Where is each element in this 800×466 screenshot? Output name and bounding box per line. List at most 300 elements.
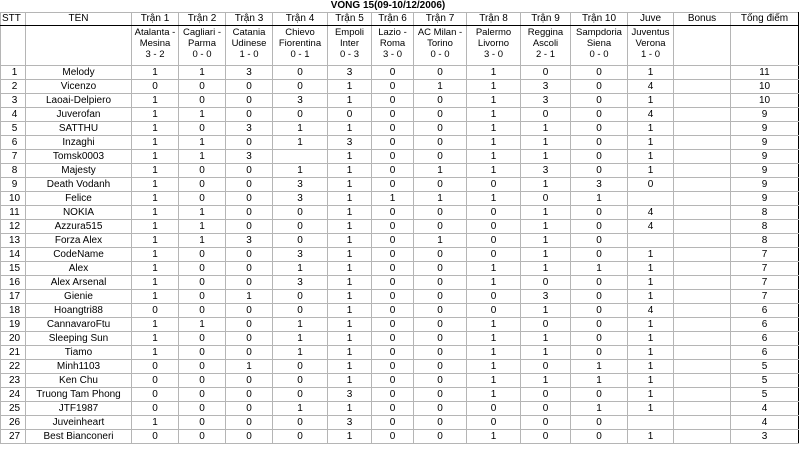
bonus-cell[interactable] bbox=[674, 332, 731, 346]
total-cell[interactable]: 10 bbox=[731, 80, 799, 94]
points-cell[interactable]: 0 bbox=[372, 360, 414, 374]
points-cell[interactable]: 0 bbox=[179, 374, 226, 388]
points-cell[interactable]: 1 bbox=[328, 430, 372, 444]
points-cell[interactable]: 0 bbox=[521, 276, 571, 290]
total-cell[interactable]: 6 bbox=[731, 318, 799, 332]
points-cell[interactable]: 0 bbox=[179, 276, 226, 290]
points-cell[interactable]: 0 bbox=[372, 332, 414, 346]
points-cell[interactable]: 1 bbox=[628, 66, 674, 80]
bonus-cell[interactable] bbox=[674, 234, 731, 248]
total-cell[interactable]: 9 bbox=[731, 108, 799, 122]
points-cell[interactable]: 0 bbox=[226, 220, 273, 234]
points-cell[interactable]: 0 bbox=[467, 304, 521, 318]
points-cell[interactable]: 0 bbox=[467, 234, 521, 248]
bonus-cell[interactable] bbox=[674, 94, 731, 108]
points-cell[interactable]: 1 bbox=[328, 276, 372, 290]
stt-cell[interactable]: 13 bbox=[1, 234, 26, 248]
stt-cell[interactable]: 8 bbox=[1, 164, 26, 178]
total-cell[interactable]: 11 bbox=[731, 66, 799, 80]
points-cell[interactable]: 1 bbox=[521, 136, 571, 150]
total-cell[interactable]: 8 bbox=[731, 220, 799, 234]
points-cell[interactable]: 3 bbox=[273, 178, 328, 192]
points-cell[interactable]: 0 bbox=[521, 66, 571, 80]
points-cell[interactable]: 1 bbox=[132, 276, 179, 290]
stt-cell[interactable]: 25 bbox=[1, 402, 26, 416]
points-cell[interactable]: 0 bbox=[226, 304, 273, 318]
points-cell[interactable]: 0 bbox=[179, 262, 226, 276]
stt-cell[interactable]: 17 bbox=[1, 290, 26, 304]
points-cell[interactable]: 0 bbox=[571, 248, 628, 262]
points-cell[interactable]: 0 bbox=[571, 346, 628, 360]
points-cell[interactable]: 1 bbox=[132, 332, 179, 346]
bonus-cell[interactable] bbox=[674, 206, 731, 220]
points-cell[interactable]: 1 bbox=[226, 290, 273, 304]
points-cell[interactable]: 0 bbox=[372, 122, 414, 136]
stt-cell[interactable]: 7 bbox=[1, 150, 26, 164]
bonus-cell[interactable] bbox=[674, 136, 731, 150]
points-cell[interactable]: 1 bbox=[132, 416, 179, 430]
points-cell[interactable]: 1 bbox=[328, 290, 372, 304]
points-cell[interactable]: 0 bbox=[372, 164, 414, 178]
points-cell[interactable]: 0 bbox=[273, 416, 328, 430]
points-cell[interactable]: 0 bbox=[179, 192, 226, 206]
points-cell[interactable]: 0 bbox=[179, 94, 226, 108]
points-cell[interactable]: 3 bbox=[328, 416, 372, 430]
points-cell[interactable]: 0 bbox=[372, 290, 414, 304]
points-cell[interactable]: 3 bbox=[273, 192, 328, 206]
points-cell[interactable]: 1 bbox=[467, 122, 521, 136]
bonus-cell[interactable] bbox=[674, 318, 731, 332]
points-cell[interactable]: 1 bbox=[132, 136, 179, 150]
points-cell[interactable]: 0 bbox=[132, 388, 179, 402]
points-cell[interactable]: 0 bbox=[521, 318, 571, 332]
points-cell[interactable]: 0 bbox=[372, 416, 414, 430]
points-cell[interactable]: 1 bbox=[328, 332, 372, 346]
name-cell[interactable]: Laoai-Delpiero bbox=[26, 94, 132, 108]
points-cell[interactable]: 0 bbox=[179, 416, 226, 430]
points-cell[interactable]: 0 bbox=[372, 178, 414, 192]
total-cell[interactable]: 7 bbox=[731, 262, 799, 276]
total-cell[interactable]: 9 bbox=[731, 122, 799, 136]
points-cell[interactable]: 0 bbox=[467, 290, 521, 304]
points-cell[interactable]: 0 bbox=[467, 416, 521, 430]
points-cell[interactable]: 1 bbox=[467, 276, 521, 290]
points-cell[interactable]: 0 bbox=[414, 248, 467, 262]
points-cell[interactable]: 1 bbox=[328, 234, 372, 248]
points-cell[interactable]: 1 bbox=[132, 318, 179, 332]
points-cell[interactable]: 0 bbox=[372, 430, 414, 444]
points-cell[interactable]: 1 bbox=[571, 402, 628, 416]
points-cell[interactable]: 1 bbox=[132, 248, 179, 262]
stt-cell[interactable]: 22 bbox=[1, 360, 26, 374]
stt-cell[interactable]: 3 bbox=[1, 94, 26, 108]
points-cell[interactable]: 1 bbox=[467, 388, 521, 402]
points-cell[interactable]: 1 bbox=[571, 374, 628, 388]
points-cell[interactable]: 1 bbox=[628, 164, 674, 178]
stt-cell[interactable]: 10 bbox=[1, 192, 26, 206]
points-cell[interactable]: 1 bbox=[521, 234, 571, 248]
points-cell[interactable]: 1 bbox=[328, 206, 372, 220]
points-cell[interactable]: 1 bbox=[571, 262, 628, 276]
points-cell[interactable]: 0 bbox=[414, 346, 467, 360]
points-cell[interactable]: 0 bbox=[414, 304, 467, 318]
points-cell[interactable]: 1 bbox=[328, 122, 372, 136]
bonus-cell[interactable] bbox=[674, 66, 731, 80]
name-cell[interactable]: Hoangtri88 bbox=[26, 304, 132, 318]
points-cell[interactable] bbox=[628, 234, 674, 248]
points-cell[interactable]: 0 bbox=[571, 80, 628, 94]
points-cell[interactable]: 0 bbox=[521, 192, 571, 206]
points-cell[interactable]: 1 bbox=[328, 248, 372, 262]
stt-cell[interactable]: 19 bbox=[1, 318, 26, 332]
points-cell[interactable]: 0 bbox=[414, 262, 467, 276]
bonus-cell[interactable] bbox=[674, 262, 731, 276]
points-cell[interactable]: 0 bbox=[179, 178, 226, 192]
points-cell[interactable]: 0 bbox=[414, 332, 467, 346]
points-cell[interactable]: 0 bbox=[226, 374, 273, 388]
points-cell[interactable]: 0 bbox=[414, 360, 467, 374]
points-cell[interactable]: 1 bbox=[179, 150, 226, 164]
points-cell[interactable]: 1 bbox=[521, 304, 571, 318]
points-cell[interactable]: 0 bbox=[226, 164, 273, 178]
points-cell[interactable]: 1 bbox=[273, 136, 328, 150]
total-cell[interactable]: 5 bbox=[731, 374, 799, 388]
name-cell[interactable]: JTF1987 bbox=[26, 402, 132, 416]
points-cell[interactable]: 0 bbox=[226, 346, 273, 360]
points-cell[interactable]: 1 bbox=[467, 360, 521, 374]
points-cell[interactable]: 0 bbox=[226, 388, 273, 402]
points-cell[interactable]: 1 bbox=[179, 220, 226, 234]
bonus-cell[interactable] bbox=[674, 248, 731, 262]
points-cell[interactable]: 0 bbox=[571, 416, 628, 430]
total-cell[interactable]: 6 bbox=[731, 346, 799, 360]
bonus-cell[interactable] bbox=[674, 192, 731, 206]
name-cell[interactable]: Ken Chu bbox=[26, 374, 132, 388]
points-cell[interactable]: 1 bbox=[132, 164, 179, 178]
total-cell[interactable]: 6 bbox=[731, 332, 799, 346]
points-cell[interactable]: 1 bbox=[521, 332, 571, 346]
points-cell[interactable]: 3 bbox=[328, 66, 372, 80]
points-cell[interactable]: 0 bbox=[226, 416, 273, 430]
points-cell[interactable]: 1 bbox=[628, 94, 674, 108]
name-cell[interactable]: Best Bianconeri bbox=[26, 430, 132, 444]
points-cell[interactable]: 0 bbox=[571, 94, 628, 108]
points-cell[interactable]: 3 bbox=[226, 66, 273, 80]
points-cell[interactable]: 0 bbox=[179, 164, 226, 178]
points-cell[interactable]: 0 bbox=[571, 136, 628, 150]
points-cell[interactable]: 0 bbox=[571, 164, 628, 178]
points-cell[interactable] bbox=[273, 150, 328, 164]
points-cell[interactable]: 1 bbox=[273, 318, 328, 332]
points-cell[interactable]: 1 bbox=[273, 122, 328, 136]
stt-cell[interactable]: 27 bbox=[1, 430, 26, 444]
points-cell[interactable]: 1 bbox=[328, 94, 372, 108]
points-cell[interactable]: 0 bbox=[571, 150, 628, 164]
points-cell[interactable]: 0 bbox=[414, 318, 467, 332]
points-cell[interactable]: 1 bbox=[273, 332, 328, 346]
stt-cell[interactable]: 11 bbox=[1, 206, 26, 220]
points-cell[interactable]: 1 bbox=[628, 276, 674, 290]
name-cell[interactable]: Azzura515 bbox=[26, 220, 132, 234]
points-cell[interactable]: 0 bbox=[571, 388, 628, 402]
points-cell[interactable]: 1 bbox=[628, 136, 674, 150]
points-cell[interactable]: 3 bbox=[521, 290, 571, 304]
stt-cell[interactable]: 5 bbox=[1, 122, 26, 136]
name-cell[interactable]: Juveinheart bbox=[26, 416, 132, 430]
points-cell[interactable]: 0 bbox=[414, 150, 467, 164]
bonus-cell[interactable] bbox=[674, 276, 731, 290]
stt-cell[interactable]: 23 bbox=[1, 374, 26, 388]
points-cell[interactable]: 0 bbox=[226, 192, 273, 206]
bonus-cell[interactable] bbox=[674, 360, 731, 374]
bonus-cell[interactable] bbox=[674, 108, 731, 122]
points-cell[interactable]: 0 bbox=[273, 360, 328, 374]
points-cell[interactable]: 1 bbox=[328, 150, 372, 164]
points-cell[interactable]: 3 bbox=[273, 276, 328, 290]
points-cell[interactable]: 1 bbox=[521, 122, 571, 136]
points-cell[interactable]: 1 bbox=[628, 150, 674, 164]
points-cell[interactable]: 0 bbox=[179, 346, 226, 360]
name-cell[interactable]: Truong Tam Phong bbox=[26, 388, 132, 402]
points-cell[interactable]: 1 bbox=[628, 290, 674, 304]
points-cell[interactable]: 1 bbox=[132, 192, 179, 206]
points-cell[interactable]: 1 bbox=[273, 164, 328, 178]
points-cell[interactable]: 0 bbox=[372, 304, 414, 318]
points-cell[interactable]: 1 bbox=[273, 262, 328, 276]
points-cell[interactable]: 0 bbox=[226, 206, 273, 220]
points-cell[interactable]: 1 bbox=[132, 346, 179, 360]
stt-cell[interactable]: 4 bbox=[1, 108, 26, 122]
points-cell[interactable]: 0 bbox=[226, 402, 273, 416]
points-cell[interactable]: 3 bbox=[521, 94, 571, 108]
points-cell[interactable]: 4 bbox=[628, 80, 674, 94]
points-cell[interactable]: 1 bbox=[328, 164, 372, 178]
points-cell[interactable]: 1 bbox=[628, 346, 674, 360]
points-cell[interactable]: 0 bbox=[521, 388, 571, 402]
points-cell[interactable]: 0 bbox=[179, 402, 226, 416]
points-cell[interactable]: 1 bbox=[328, 192, 372, 206]
points-cell[interactable]: 0 bbox=[226, 332, 273, 346]
name-cell[interactable]: Alex Arsenal bbox=[26, 276, 132, 290]
points-cell[interactable]: 1 bbox=[179, 136, 226, 150]
points-cell[interactable]: 0 bbox=[226, 178, 273, 192]
points-cell[interactable]: 1 bbox=[132, 122, 179, 136]
points-cell[interactable]: 1 bbox=[132, 66, 179, 80]
points-cell[interactable]: 0 bbox=[273, 234, 328, 248]
stt-cell[interactable]: 14 bbox=[1, 248, 26, 262]
points-cell[interactable]: 0 bbox=[226, 318, 273, 332]
bonus-cell[interactable] bbox=[674, 178, 731, 192]
points-cell[interactable]: 0 bbox=[372, 318, 414, 332]
stt-cell[interactable]: 2 bbox=[1, 80, 26, 94]
name-cell[interactable]: Juverofan bbox=[26, 108, 132, 122]
points-cell[interactable]: 0 bbox=[521, 108, 571, 122]
points-cell[interactable]: 1 bbox=[521, 262, 571, 276]
name-cell[interactable]: CannavaroFtu bbox=[26, 318, 132, 332]
points-cell[interactable]: 3 bbox=[521, 164, 571, 178]
points-cell[interactable]: 0 bbox=[372, 262, 414, 276]
points-cell[interactable]: 1 bbox=[132, 108, 179, 122]
points-cell[interactable]: 1 bbox=[414, 164, 467, 178]
bonus-cell[interactable] bbox=[674, 416, 731, 430]
points-cell[interactable]: 1 bbox=[467, 164, 521, 178]
points-cell[interactable]: 0 bbox=[179, 430, 226, 444]
points-cell[interactable]: 1 bbox=[628, 332, 674, 346]
points-cell[interactable]: 0 bbox=[414, 388, 467, 402]
points-cell[interactable]: 1 bbox=[628, 262, 674, 276]
points-cell[interactable]: 1 bbox=[521, 374, 571, 388]
points-cell[interactable]: 4 bbox=[628, 220, 674, 234]
points-cell[interactable]: 3 bbox=[328, 388, 372, 402]
points-cell[interactable]: 1 bbox=[132, 290, 179, 304]
points-cell[interactable]: 4 bbox=[628, 206, 674, 220]
points-cell[interactable] bbox=[628, 192, 674, 206]
stt-cell[interactable]: 15 bbox=[1, 262, 26, 276]
points-cell[interactable]: 1 bbox=[328, 178, 372, 192]
name-cell[interactable]: Tiamo bbox=[26, 346, 132, 360]
points-cell[interactable]: 3 bbox=[226, 234, 273, 248]
name-cell[interactable]: SATTHU bbox=[26, 122, 132, 136]
points-cell[interactable]: 0 bbox=[414, 122, 467, 136]
points-cell[interactable]: 0 bbox=[414, 374, 467, 388]
points-cell[interactable]: 1 bbox=[132, 94, 179, 108]
total-cell[interactable]: 4 bbox=[731, 402, 799, 416]
points-cell[interactable]: 1 bbox=[571, 192, 628, 206]
points-cell[interactable]: 1 bbox=[328, 360, 372, 374]
points-cell[interactable]: 0 bbox=[414, 220, 467, 234]
points-cell[interactable]: 1 bbox=[132, 206, 179, 220]
points-cell[interactable]: 1 bbox=[628, 318, 674, 332]
points-cell[interactable]: 0 bbox=[414, 206, 467, 220]
points-cell[interactable]: 0 bbox=[571, 108, 628, 122]
points-cell[interactable]: 0 bbox=[273, 304, 328, 318]
points-cell[interactable]: 1 bbox=[521, 150, 571, 164]
points-cell[interactable]: 1 bbox=[628, 360, 674, 374]
points-cell[interactable]: 0 bbox=[179, 122, 226, 136]
bonus-cell[interactable] bbox=[674, 304, 731, 318]
points-cell[interactable]: 1 bbox=[467, 66, 521, 80]
total-cell[interactable]: 6 bbox=[731, 304, 799, 318]
points-cell[interactable]: 0 bbox=[372, 388, 414, 402]
points-cell[interactable]: 1 bbox=[628, 402, 674, 416]
name-cell[interactable]: Felice bbox=[26, 192, 132, 206]
points-cell[interactable]: 0 bbox=[226, 136, 273, 150]
points-cell[interactable]: 0 bbox=[179, 304, 226, 318]
points-cell[interactable]: 0 bbox=[372, 234, 414, 248]
points-cell[interactable]: 3 bbox=[273, 248, 328, 262]
points-cell[interactable]: 1 bbox=[414, 80, 467, 94]
bonus-cell[interactable] bbox=[674, 374, 731, 388]
bonus-cell[interactable] bbox=[674, 388, 731, 402]
points-cell[interactable]: 0 bbox=[226, 94, 273, 108]
points-cell[interactable]: 0 bbox=[132, 374, 179, 388]
points-cell[interactable]: 1 bbox=[179, 108, 226, 122]
total-cell[interactable]: 9 bbox=[731, 178, 799, 192]
points-cell[interactable]: 0 bbox=[414, 94, 467, 108]
total-cell[interactable]: 5 bbox=[731, 388, 799, 402]
bonus-cell[interactable] bbox=[674, 150, 731, 164]
points-cell[interactable]: 1 bbox=[628, 430, 674, 444]
total-cell[interactable]: 9 bbox=[731, 164, 799, 178]
points-cell[interactable]: 0 bbox=[273, 66, 328, 80]
points-cell[interactable]: 0 bbox=[571, 304, 628, 318]
stt-cell[interactable]: 9 bbox=[1, 178, 26, 192]
points-cell[interactable]: 1 bbox=[328, 220, 372, 234]
name-cell[interactable]: NOKIA bbox=[26, 206, 132, 220]
total-cell[interactable]: 8 bbox=[731, 206, 799, 220]
total-cell[interactable]: 7 bbox=[731, 248, 799, 262]
points-cell[interactable]: 0 bbox=[521, 360, 571, 374]
stt-cell[interactable]: 6 bbox=[1, 136, 26, 150]
points-cell[interactable]: 0 bbox=[414, 402, 467, 416]
points-cell[interactable]: 0 bbox=[414, 108, 467, 122]
points-cell[interactable]: 0 bbox=[226, 80, 273, 94]
points-cell[interactable]: 0 bbox=[226, 276, 273, 290]
points-cell[interactable]: 0 bbox=[179, 80, 226, 94]
stt-cell[interactable]: 1 bbox=[1, 66, 26, 80]
points-cell[interactable]: 0 bbox=[571, 290, 628, 304]
name-cell[interactable]: Death Vodanh bbox=[26, 178, 132, 192]
points-cell[interactable]: 1 bbox=[328, 402, 372, 416]
bonus-cell[interactable] bbox=[674, 164, 731, 178]
points-cell[interactable]: 1 bbox=[467, 94, 521, 108]
stt-cell[interactable]: 24 bbox=[1, 388, 26, 402]
points-cell[interactable]: 1 bbox=[628, 248, 674, 262]
points-cell[interactable]: 1 bbox=[328, 346, 372, 360]
points-cell[interactable]: 0 bbox=[328, 108, 372, 122]
points-cell[interactable]: 3 bbox=[571, 178, 628, 192]
points-cell[interactable]: 0 bbox=[179, 290, 226, 304]
bonus-cell[interactable] bbox=[674, 220, 731, 234]
points-cell[interactable]: 0 bbox=[571, 276, 628, 290]
points-cell[interactable]: 0 bbox=[273, 388, 328, 402]
stt-cell[interactable]: 26 bbox=[1, 416, 26, 430]
points-cell[interactable]: 0 bbox=[571, 220, 628, 234]
points-cell[interactable]: 0 bbox=[571, 122, 628, 136]
bonus-cell[interactable] bbox=[674, 430, 731, 444]
points-cell[interactable]: 0 bbox=[628, 178, 674, 192]
stt-cell[interactable]: 12 bbox=[1, 220, 26, 234]
name-cell[interactable]: Majesty bbox=[26, 164, 132, 178]
points-cell[interactable]: 0 bbox=[372, 150, 414, 164]
points-cell[interactable]: 0 bbox=[414, 290, 467, 304]
name-cell[interactable]: Vicenzo bbox=[26, 80, 132, 94]
points-cell[interactable]: 3 bbox=[226, 150, 273, 164]
points-cell[interactable]: 1 bbox=[628, 374, 674, 388]
points-cell[interactable]: 0 bbox=[132, 402, 179, 416]
points-cell[interactable]: 1 bbox=[328, 374, 372, 388]
points-cell[interactable]: 1 bbox=[467, 374, 521, 388]
points-cell[interactable]: 0 bbox=[132, 80, 179, 94]
points-cell[interactable]: 1 bbox=[273, 346, 328, 360]
name-cell[interactable]: Gienie bbox=[26, 290, 132, 304]
points-cell[interactable]: 1 bbox=[132, 150, 179, 164]
points-cell[interactable]: 0 bbox=[414, 416, 467, 430]
total-cell[interactable]: 9 bbox=[731, 192, 799, 206]
points-cell[interactable]: 1 bbox=[467, 430, 521, 444]
points-cell[interactable]: 0 bbox=[414, 276, 467, 290]
points-cell[interactable]: 0 bbox=[521, 430, 571, 444]
total-cell[interactable]: 7 bbox=[731, 276, 799, 290]
points-cell[interactable]: 0 bbox=[226, 430, 273, 444]
points-cell[interactable]: 1 bbox=[179, 66, 226, 80]
bonus-cell[interactable] bbox=[674, 80, 731, 94]
points-cell[interactable]: 0 bbox=[372, 80, 414, 94]
points-cell[interactable]: 0 bbox=[179, 360, 226, 374]
total-cell[interactable]: 10 bbox=[731, 94, 799, 108]
points-cell[interactable]: 0 bbox=[467, 178, 521, 192]
name-cell[interactable]: CodeName bbox=[26, 248, 132, 262]
